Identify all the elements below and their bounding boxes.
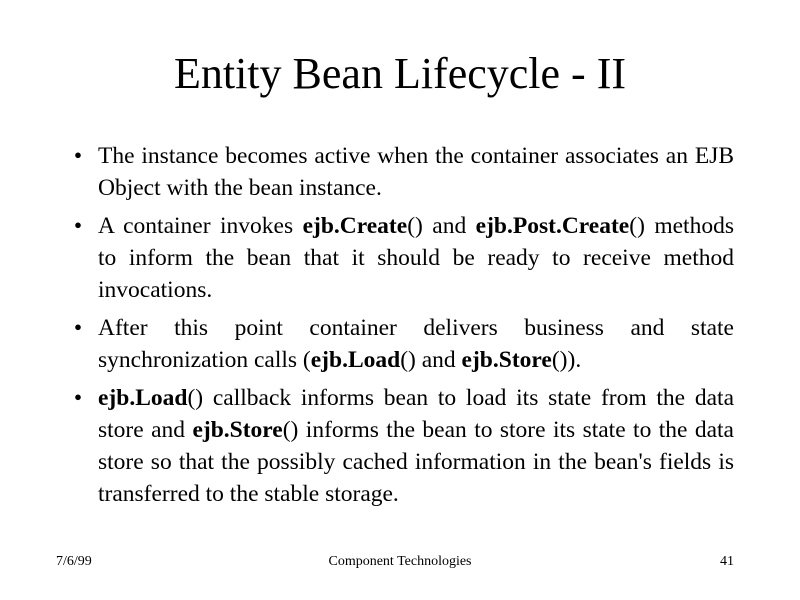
method-name: ejb.Store <box>461 347 552 373</box>
method-name: ejb.Store <box>192 417 283 443</box>
bullet-dot: • <box>73 143 83 169</box>
bullet-text-segment: ()). <box>551 347 582 373</box>
slide-title: Entity Bean Lifecycle - II <box>173 49 626 98</box>
method-name: ejb.Create <box>302 213 408 239</box>
method-name: ejb.Load <box>98 385 188 411</box>
bullet-dot: • <box>73 385 83 411</box>
bullet-text-segment: The instance becomes active when the container associates an EJB Object with the bean instance. <box>98 143 734 201</box>
method-name: ejb.Load <box>310 347 401 373</box>
bullet-text <box>98 385 734 507</box>
bullet-list <box>73 140 734 516</box>
bullet-text-segment: () and <box>400 347 462 373</box>
bullet-text-segment: () methods to inform the bean that it should be ready to receive method invocations. <box>98 213 734 303</box>
footer-title: Component Technologies <box>328 554 472 569</box>
bullet-item <box>73 210 734 306</box>
method-name: ejb.Post.Create <box>475 213 630 239</box>
bullet-text <box>98 213 734 303</box>
bullet-text-segment: () and <box>407 213 476 239</box>
bullet-item <box>73 312 734 376</box>
bullet-item <box>73 382 734 510</box>
bullet-text-segment: A container invokes <box>98 213 303 239</box>
bullet-dot: • <box>73 213 83 239</box>
bullet-text <box>98 315 734 373</box>
bullet-dot: • <box>73 315 83 341</box>
bullet-item <box>73 140 734 204</box>
bullet-text-segment: After this point container delivers business and state synchronization calls ( <box>98 315 734 373</box>
footer-date: 7/6/99 <box>56 554 92 569</box>
bullet-text <box>98 143 734 201</box>
bullet-text-segment: () callback informs bean to load its state from the data store and <box>98 385 734 443</box>
page-number: 41 <box>720 554 734 569</box>
bullet-text-segment: () informs the bean to store its state to the data store so that the possibly cached information in the bean's fields is transferred to the stable storage. <box>98 417 734 507</box>
